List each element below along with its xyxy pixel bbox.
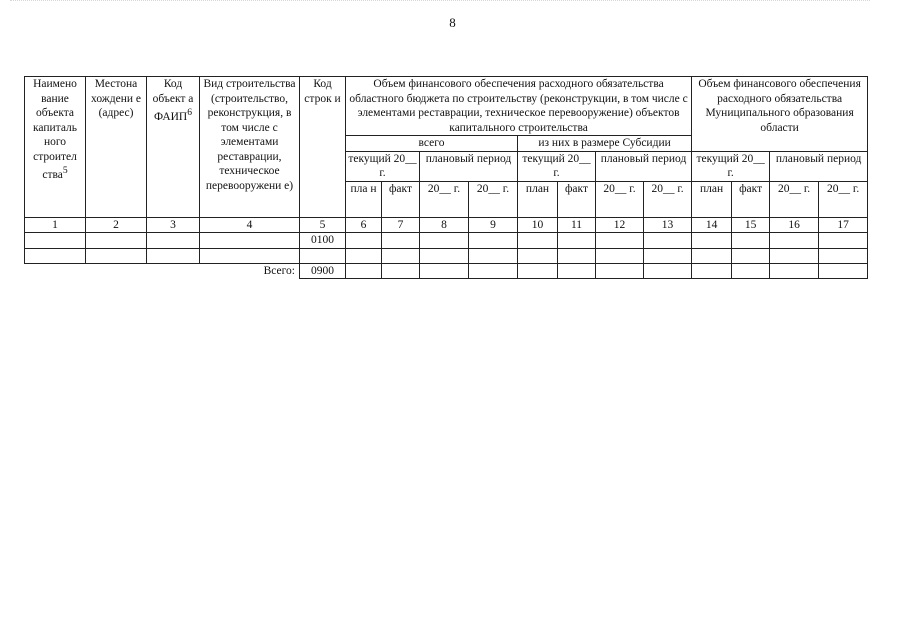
header-year: 20__ г. bbox=[770, 181, 819, 217]
header-row-code: Код строк и bbox=[300, 77, 346, 218]
header-plan: план bbox=[518, 181, 558, 217]
header-planned-period: плановый период bbox=[420, 151, 518, 181]
header-fact: факт bbox=[558, 181, 596, 217]
header-planned-period: плановый период bbox=[770, 151, 868, 181]
row-code: 0100 bbox=[300, 233, 346, 249]
column-number: 8 bbox=[420, 217, 469, 233]
header-regional-group: Объем финансового обеспечения расходного обязательства областного бюджета по строительству (реконструкции, в том числе с элементами реставрации, техническое перевооружение) объектов капитального строительства bbox=[346, 77, 692, 136]
column-number: 6 bbox=[346, 217, 382, 233]
header-total: всего bbox=[346, 136, 518, 152]
column-number: 1 bbox=[25, 217, 86, 233]
header-year: 20__ г. bbox=[469, 181, 518, 217]
header-location: Местона хождени е (адрес) bbox=[86, 77, 147, 218]
page-number: 8 bbox=[449, 15, 456, 30]
header-plan: план bbox=[692, 181, 732, 217]
header-planned-period: плановый период bbox=[596, 151, 692, 181]
total-code: 0900 bbox=[300, 263, 346, 279]
column-number: 9 bbox=[469, 217, 518, 233]
header-year: 20__ г. bbox=[819, 181, 868, 217]
table-row bbox=[25, 248, 868, 263]
column-number: 15 bbox=[732, 217, 770, 233]
header-year: 20__ г. bbox=[420, 181, 469, 217]
financing-table bbox=[24, 76, 868, 279]
column-number: 12 bbox=[596, 217, 644, 233]
column-number: 2 bbox=[86, 217, 147, 233]
column-number: 7 bbox=[382, 217, 420, 233]
total-label: Всего: bbox=[263, 264, 295, 277]
column-number: 17 bbox=[819, 217, 868, 233]
column-number: 11 bbox=[558, 217, 596, 233]
header-fact: факт bbox=[732, 181, 770, 217]
header-subsidy: из них в размере Субсидии bbox=[518, 136, 692, 152]
header-construction-type: Вид строительства (строительство, реконструкция, в том числе с элементами реставрации, техническое перевооружени е) bbox=[200, 77, 300, 218]
header-plan: пла н bbox=[346, 181, 382, 217]
header-fact: факт bbox=[382, 181, 420, 217]
column-number: 3 bbox=[147, 217, 200, 233]
column-number-row bbox=[25, 217, 868, 233]
column-number: 13 bbox=[644, 217, 692, 233]
header-current-year: текущий 20__ г. bbox=[692, 151, 770, 181]
column-number: 14 bbox=[692, 217, 732, 233]
table-row bbox=[25, 233, 868, 249]
column-number: 4 bbox=[200, 217, 300, 233]
header-year: 20__ г. bbox=[596, 181, 644, 217]
header-municipal-group: Объем финансового обеспечения расходного обязательства Муниципального образования области bbox=[692, 77, 868, 152]
column-number: 5 bbox=[300, 217, 346, 233]
total-row bbox=[25, 263, 868, 279]
header-object-name: Наимено вание объекта капиталь ного строител ства$^5$ bbox=[25, 77, 86, 218]
header-current-year: текущий 20__ г. bbox=[346, 151, 420, 181]
scan-noise-line bbox=[10, 0, 870, 5]
column-number: 16 bbox=[770, 217, 819, 233]
header-faip-code: Код объект а ФАИП$^6$ bbox=[147, 77, 200, 218]
header-year: 20__ г. bbox=[644, 181, 692, 217]
header-current-year: текущий 20__ г. bbox=[518, 151, 596, 181]
column-number: 10 bbox=[518, 217, 558, 233]
